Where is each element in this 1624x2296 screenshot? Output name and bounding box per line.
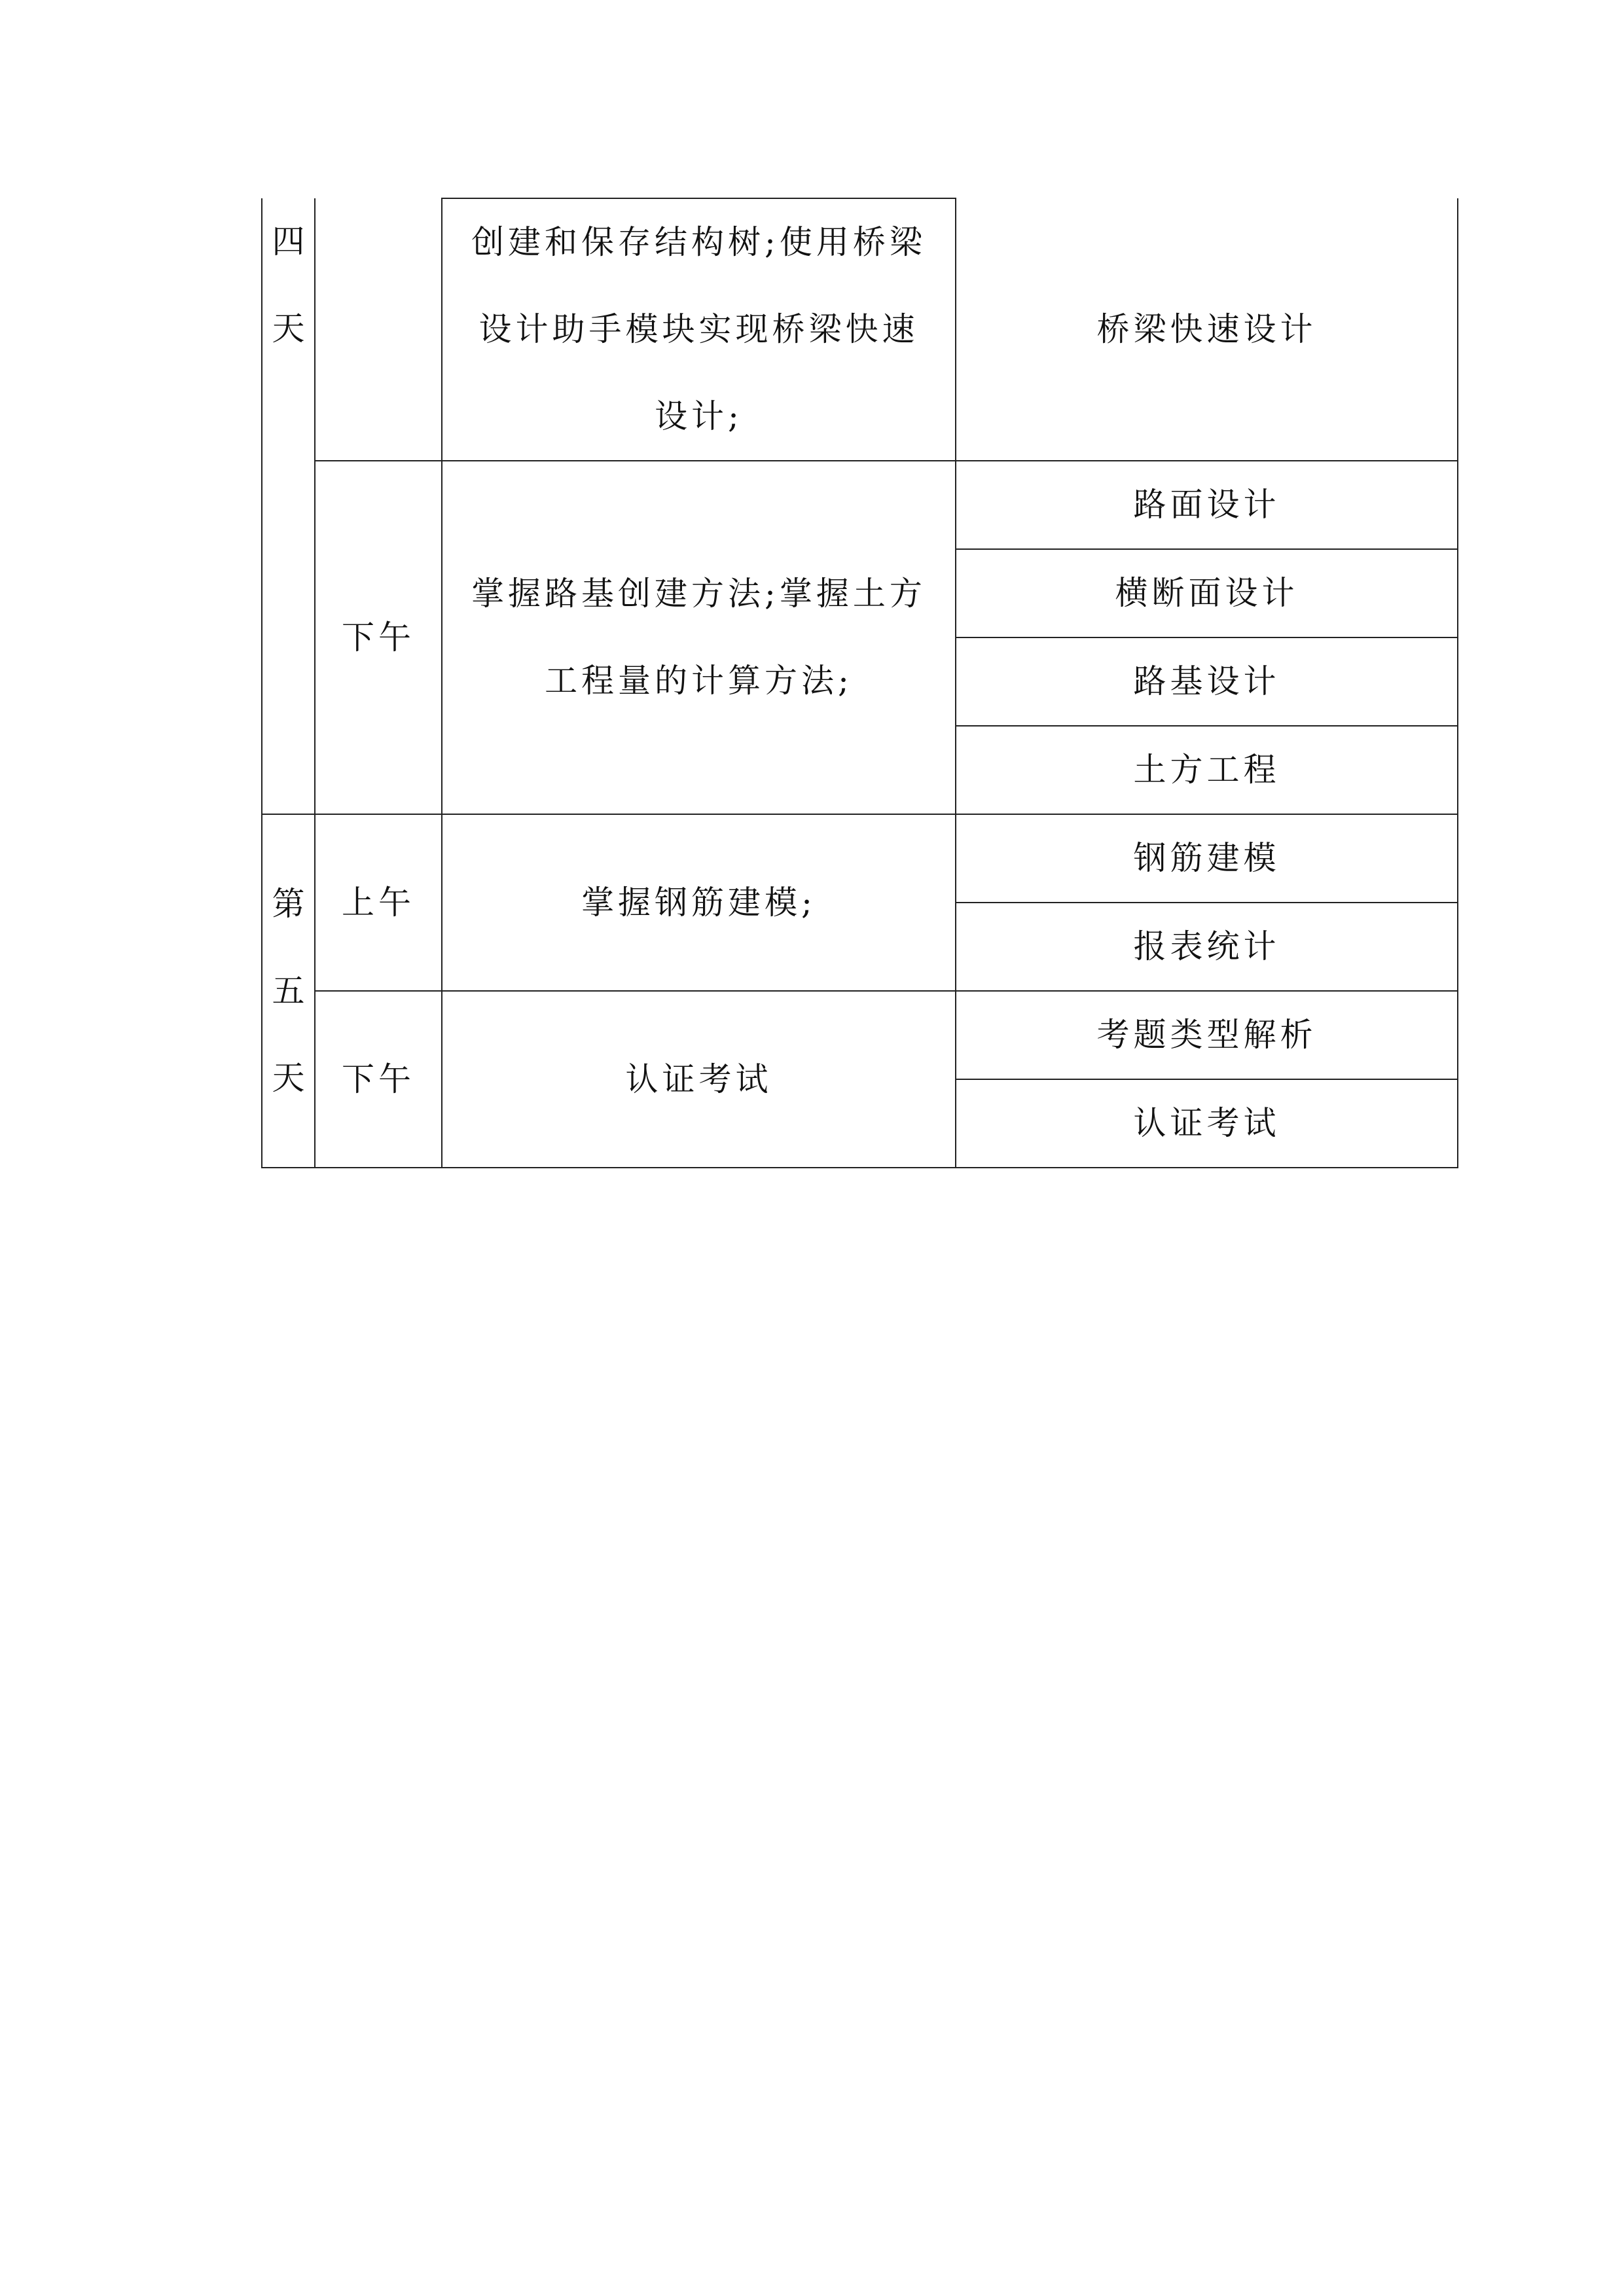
content-cell: 掌握钢筋建模; bbox=[442, 814, 956, 991]
day-char: 五 bbox=[272, 971, 305, 1010]
training-schedule-table bbox=[261, 198, 1458, 1168]
day-char: 天 bbox=[272, 310, 305, 348]
content-cell bbox=[442, 198, 956, 461]
day-cell-day4 bbox=[262, 198, 315, 814]
day-char: 天 bbox=[272, 1058, 305, 1097]
topic-cell: 钢筋建模 bbox=[956, 814, 1458, 903]
topic-cell: 认证考试 bbox=[956, 1079, 1458, 1168]
topic-cell: 土方工程 bbox=[956, 726, 1458, 814]
session-cell: 下午 bbox=[315, 991, 442, 1168]
content-cell bbox=[442, 461, 956, 814]
session-cell: 下午 bbox=[315, 461, 442, 814]
day-char: 四 bbox=[272, 223, 305, 260]
content-line: 创建和保存结构树;使用桥梁 bbox=[471, 223, 926, 261]
table-row bbox=[262, 814, 1458, 903]
content-cell: 认证考试 bbox=[442, 991, 956, 1168]
content-line: 工程量的计算方法; bbox=[545, 662, 853, 700]
table-row bbox=[262, 198, 1458, 461]
topic-cell: 考题类型解析 bbox=[956, 991, 1458, 1079]
content-line: 设计助手模块实现桥梁快速 bbox=[478, 310, 919, 348]
topic-cell: 路基设计 bbox=[956, 637, 1458, 726]
topic-cell: 报表统计 bbox=[956, 903, 1458, 991]
session-cell: 上午 bbox=[315, 814, 442, 991]
table-row bbox=[262, 991, 1458, 1079]
content-line: 设计; bbox=[655, 397, 743, 435]
day-char: 第 bbox=[272, 884, 305, 923]
topic-cell: 桥梁快速设计 bbox=[956, 198, 1458, 461]
day-cell-day5 bbox=[262, 814, 315, 1168]
content-line: 掌握路基创建方法;掌握土方 bbox=[471, 575, 926, 613]
topic-cell: 路面设计 bbox=[956, 461, 1458, 549]
table-row bbox=[262, 461, 1458, 549]
session-cell-empty bbox=[315, 198, 442, 461]
topic-cell: 横断面设计 bbox=[956, 549, 1458, 637]
